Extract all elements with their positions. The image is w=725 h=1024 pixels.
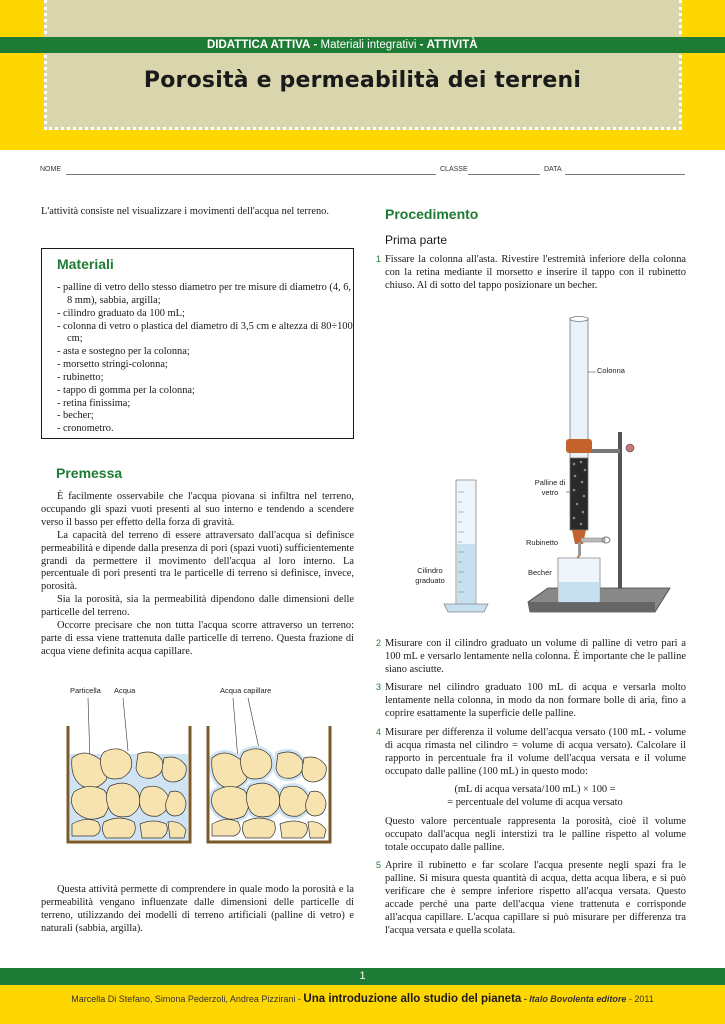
beaker [558,558,600,602]
soil-diagram [58,696,338,858]
label-palline: Palline di vetro [534,478,566,497]
label-particella: Particella [70,686,101,695]
list-item: - rubinetto; [57,371,104,383]
data-label: DATA [544,166,562,173]
label-becher: Becher [528,568,552,577]
list-item: - becher; [57,410,94,422]
premessa-heading: Premessa [56,465,123,481]
tap-handle [581,538,605,542]
publisher: - Italo Bovolenta editore [523,994,627,1004]
soil-model-capillary-water [208,726,330,842]
soil-model-free-water [68,726,190,842]
credits [0,993,725,1005]
label-acqua: Acqua [114,686,136,695]
page-number-bar [0,968,725,985]
list-item: - morsetto stringi-colonna; [57,359,168,371]
label-cilindro: Cilindro graduato [415,566,445,585]
list-item: - cilindro graduato da 100 mL; [57,307,185,319]
label-acqua-capillare: Acqua capillare [220,686,272,695]
series-bar: DIDATTICA ATTIVA - Materiali integrativi - ATTIVITÀ [0,37,725,53]
data-field[interactable] [565,174,685,175]
step-5: 5 Aprire il rubinetto e far scolare l'acqua presente negli spazi fra le palline. Si misura questa quantità di acqua, detta acqua libera, e si può verificare che è sempre inferiore rispetto all'acqua versata. Questo accade perché una parte dell'acqua viene trattenuta e corrisponde all'acqua capillare. L'acqua capillare si può misurare per differenza tra l'acqua versata e quella scolata. [376,860,686,936]
title-stamp [44,0,682,130]
procedimento-heading: Procedimento [385,206,479,222]
step-3: 3 Misurare nel cilindro graduato 100 mL di acqua e versarla molto lentamente nella colonna, in modo da non formare bolle di aria, fino a coprire esattamente la superficie delle palline. [376,682,686,719]
page-number: 1 [359,970,366,982]
authors: Marcella Di Stefano, Simona Pederzoli, Andrea Pizzirani - [71,994,301,1004]
intro: L'attività consiste nel visualizzare i movimenti dell'acqua nel terreno. [41,206,329,217]
prima-parte-heading: Prima parte [385,233,448,247]
step-4: 4 Misurare per differenza il volume dell'acqua versato (100 mL - volume di acqua rimasta nel cilindro = volume di acqua versato). Calcolare il rapporto in percentuale fra il volume dell'acqua versata e il volume occupato dalle palline (100 mL) in questo modo: [376,727,686,777]
graduated-cylinder [444,480,488,612]
classe-label: CLASSE [440,166,468,173]
step-1: 1 Fissare la colonna all'asta. Rivestire l'estremità inferiore della colonna con la retina mediante il morsetto e inserire il tappo con il rubinetto chiuso. Al di sotto del tappo posizionare un becher. [376,254,686,291]
page-title: Porosità e permeabilità dei terreni [143,68,582,93]
classe-field[interactable] [468,174,540,175]
list-item: - tappo di gomma per la colonna; [57,384,195,396]
nome-field[interactable] [66,174,436,175]
subseries-label: Materiali integrativi [320,39,417,51]
year: - 2011 [628,994,654,1004]
book-title: Una introduzione allo studio del pianeta [303,993,522,1005]
materiali-heading: Materiali [57,256,114,272]
stand-rod [618,432,622,602]
series-label: DIDATTICA ATTIVA [207,39,311,51]
list-item: - palline di vetro dello stesso diametro per tre misure di diametro (4, 6, 8 mm), sabbia, argilla; [57,282,352,306]
section-label: ATTIVITÀ [426,39,478,51]
premessa-closing: Questa attività permette di comprendere in quale modo la porosità e la permeabilità vengano influenzate dalle dimensioni delle particelle di terreno, utilizzando dei modelli di terreno artificiali (palline di vetro) e naturali (sabbia, argilla). [41,884,354,934]
step-2: 2 Misurare con il cilindro graduato un volume di palline di vetro pari a 100 mL e versarlo lentamente nella colonna. È importante che le palline siano asciutte. [376,638,686,675]
list-item: - retina finissima; [57,397,131,409]
list-item: - cronometro. [57,423,114,435]
formula-note: Questo valore percentuale rappresenta la porosità, cioè il volume occupato dall'acqua negli interstizi tra le palline rispetto al volume totale occupato dalle palline. [385,816,686,853]
nome-label: NOME [40,166,61,173]
materiali-box [41,248,354,439]
column-collar [566,439,592,453]
list-item: - asta e sostegno per la colonna; [57,346,190,358]
label-rubinetto: Rubinetto [526,538,559,547]
list-item: - colonna di vetro o plastica del diametro di 3,5 cm e altezza di 80÷100 cm; [57,320,353,345]
formula: (mL di acqua versata/100 mL) × 100 = = percentuale del volume di acqua versato [447,784,623,808]
materiali-list [57,282,353,436]
premessa-text: È facilmente osservabile che l'acqua piovana si infiltra nel terreno, occupando gli spazi vuoti presenti al suo interno e tendendo a scendere verso il basso per effetto della forza di gravità. La capacità del terreno di essere attraversato dall'acqua si definisce permeabilità e dipende dalla presenza di pori (spazi vuoti) sufficientemente grandi da permettere il movimento dell'acqua al loro interno. La percentuale di pori presenti tra le particelle di terreno si definisce, invece, porosità. Sia la porosità, sia la permeabilità dipendono dalle dimensioni delle particelle del terreno. Occorre precisare che non tutta l'acqua scorre attraverso un terreno: parte di essa viene trattenuta dalle particelle di terreno. Questa frazione di acqua viene definita acqua capillare. [41,491,354,657]
label-colonna: Colonna [597,366,625,375]
